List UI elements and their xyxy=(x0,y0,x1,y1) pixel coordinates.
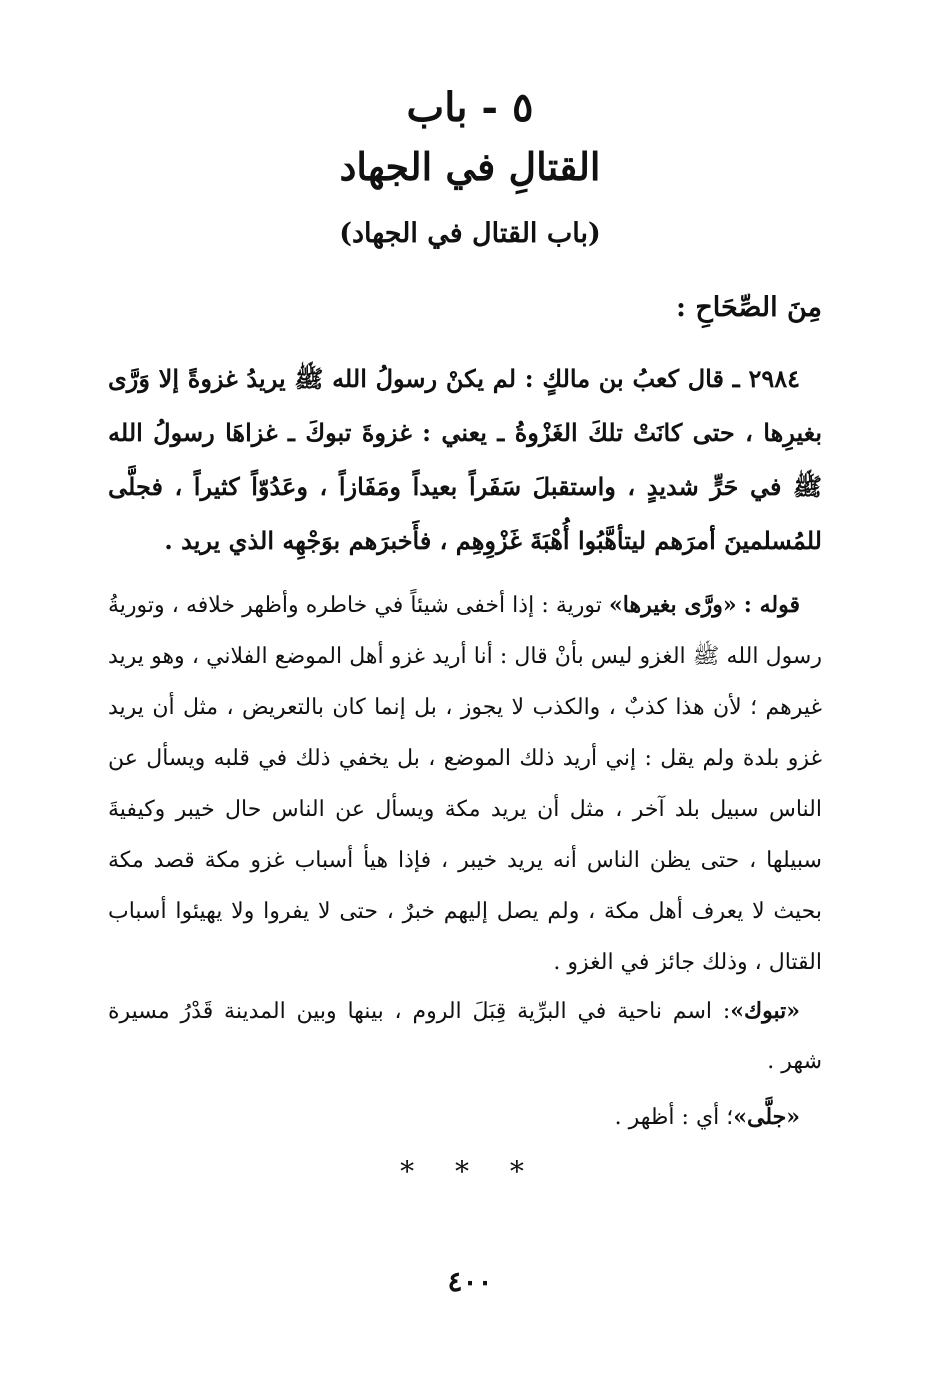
definition-term: «جلَّى» xyxy=(733,1104,800,1130)
definition-text: ؛ أي : أظهر . xyxy=(614,1105,734,1130)
hadith-text: ٢٩٨٤ ـ قال كعبُ بن مالكٍ : لم يكنْ رسولُ الله ﷺ يريدُ غزوةً إلا وَرَّى بغيرِها ، حتى كانَتْ تلكَ الغَزْوةُ ـ يعني : غزوةَ تبوكَ ـ غزاهَا رسولُ الله ﷺ في حَرٍّ شديدٍ ، واستقبلَ سَفَراً بعيداً ومَفَازاً ، وعَدُوّاً كثيراً ، فجلَّى للمُسلمينَ أمرَهم ليتأهَّبُوا أُهْبَةَ غَزْوِهِم ، فأَخبرَهم بوَجْهِه الذي يريد . xyxy=(108,364,823,555)
definition-text: : اسم ناحية في البرِّية قِبَلَ الروم ، بينها وبين المدينة قَدْرُ مسيرة شهر . xyxy=(108,999,822,1074)
source-heading: مِنَ الصِّحَاحِ : xyxy=(675,292,822,323)
hadith-paragraph xyxy=(108,352,822,568)
commentary-paragraph xyxy=(108,580,822,988)
definition-tabuk xyxy=(108,986,822,1087)
commentary-text: تورية : إذا أخفى شيئاً في خاطره وأظهر خلافه ، وتوريةُ رسول الله ﷺ الغزو ليس بأنْ قال : أنا أريد غزو أهل الموضع الفلاني ، وهو يريد غيرهم ؛ لأن هذا كذبٌ ، والكذب لا يجوز ، بل إنما كان بالتعريض ، مثل أن يريد غزو بلدة ولم يقل : إني أريد ذلك الموضع ، بل يخفي ذلك في قلبه ويسأل عن الناس سبيل بلد آخر ، مثل أن يريد مكة ويسأل عن الناس حال خيبر وكيفيةَ سبيلها ، حتى يظن الناس أنه يريد خيبر ، فإذا هيأ أسباب غزو مكة قصد مكة بحيث لا يعرف أهل مكة ، ولم يصل إليهم خبرٌ ، حتى لا يفروا ولا يهيئوا أسباب القتال ، وذلك جائز في الغزو . xyxy=(108,593,822,975)
chapter-title: القتالِ في الجهاد xyxy=(339,144,601,189)
commentary-term: «ورَّى بغيرها» xyxy=(609,592,737,618)
definition-term: «تبوك» xyxy=(730,998,800,1024)
section-subtitle: (باب القتال في الجهاد) xyxy=(339,218,601,249)
commentary-label: قوله : xyxy=(743,592,801,618)
chapter-number: ٥ - باب xyxy=(406,84,534,131)
definition-jalla xyxy=(108,1092,822,1143)
page-number: ٤٠٠ xyxy=(447,1265,493,1298)
section-separator: * * * xyxy=(400,1155,540,1188)
